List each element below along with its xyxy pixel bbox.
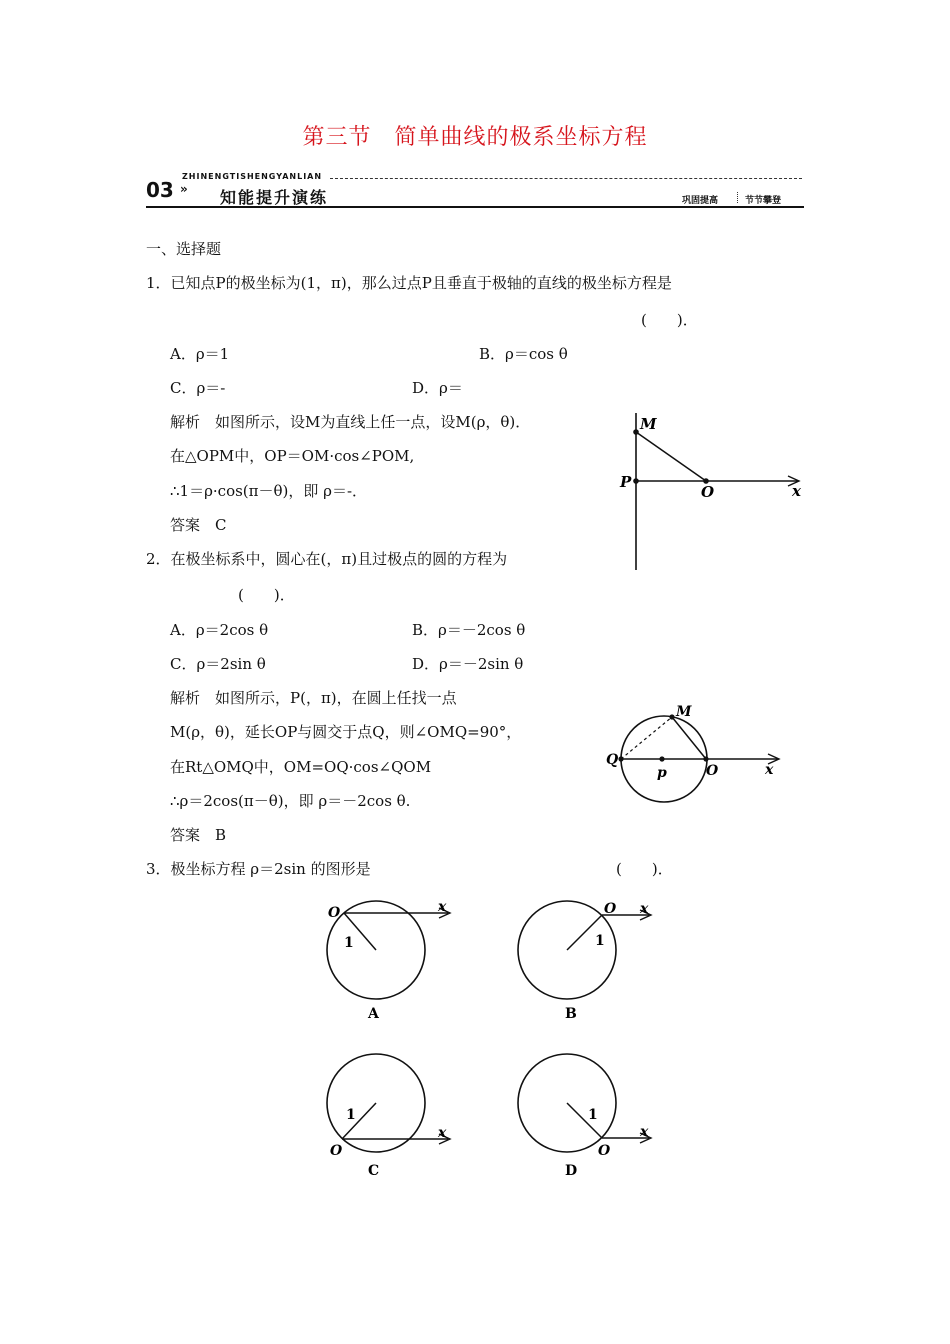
label-m: M bbox=[676, 704, 692, 720]
point-m bbox=[633, 429, 639, 435]
point-p bbox=[659, 756, 664, 761]
label-x: x bbox=[438, 899, 447, 915]
q1-solution-1: 解析 如图所示，设M为直线上任一点，设M(ρ，θ)． bbox=[170, 413, 531, 431]
label-x: x bbox=[438, 1125, 447, 1141]
label-q: Q bbox=[606, 752, 619, 768]
q2-solution-1: 解析 如图所示，P(，π)，在圆上任找一点 bbox=[170, 689, 457, 707]
banner-right-b: 节节攀登 bbox=[745, 196, 782, 206]
banner-rule bbox=[146, 206, 804, 208]
label-o: O bbox=[604, 901, 617, 917]
figure-option-b bbox=[518, 901, 651, 1022]
label-letter: A bbox=[368, 1006, 379, 1022]
label-one: 1 bbox=[588, 1107, 598, 1123]
label-o: O bbox=[328, 905, 341, 921]
q2-solution-4: ∴ρ＝2cos(π－θ)，即 ρ＝－2cos θ. bbox=[170, 792, 411, 810]
q1-figure bbox=[600, 405, 820, 575]
q2-answer: 答案 B bbox=[170, 826, 227, 844]
banner-dashed-rule bbox=[330, 178, 802, 179]
q1-option-b: B．ρ＝cos θ bbox=[479, 345, 568, 363]
label-p: P bbox=[620, 473, 632, 491]
q2-solution-2: M(ρ，θ)，延长OP与圆交于点Q，则∠OMQ=90°， bbox=[170, 723, 522, 741]
label-letter: B bbox=[565, 1006, 577, 1022]
label-p: p bbox=[657, 765, 667, 781]
label-one: 1 bbox=[595, 933, 605, 949]
q2-option-d: D．ρ＝－2sin θ bbox=[412, 655, 524, 673]
banner-number: 03 bbox=[146, 178, 174, 202]
banner-pinyin: ZHINENGTISHENGYANLIAN bbox=[182, 172, 323, 181]
banner-label: 知能提升演练 bbox=[220, 188, 329, 207]
label-one: 1 bbox=[346, 1107, 356, 1123]
label-one: 1 bbox=[344, 935, 354, 951]
q1-paren: ( )． bbox=[641, 311, 698, 329]
q2-solution-3: 在Rt△OMQ中，OM=OQ·cos∠QOM bbox=[170, 758, 432, 776]
q3-stem: 3．极坐标方程 ρ＝2sin 的图形是 bbox=[146, 860, 371, 878]
q2-stem: 2．在极坐标系中，圆心在(，π)且过极点的圆的方程为 bbox=[146, 550, 508, 568]
point-q bbox=[618, 756, 623, 761]
q1-option-d: D．ρ＝ bbox=[412, 379, 463, 397]
q2-paren: ( )． bbox=[238, 586, 295, 604]
label-x: x bbox=[765, 762, 774, 778]
label-m: M bbox=[640, 415, 657, 433]
q2-option-c: C．ρ＝2sin θ bbox=[170, 655, 266, 673]
segment-om bbox=[636, 432, 706, 481]
banner-divider bbox=[737, 192, 738, 203]
figure-option-a bbox=[327, 899, 450, 1022]
q2-option-a: A．ρ＝2cos θ bbox=[170, 621, 269, 639]
q1-option-a: A．ρ＝1 bbox=[170, 345, 230, 363]
q3-paren: ( )． bbox=[616, 860, 673, 878]
section-heading: 一、选择题 bbox=[146, 240, 222, 258]
chevron-icon: » bbox=[180, 182, 188, 196]
label-x: x bbox=[640, 1124, 649, 1140]
label-letter: C bbox=[368, 1163, 380, 1179]
page-title: 第三节 简单曲线的极系坐标方程 bbox=[302, 125, 648, 150]
q1-stem: 1．已知点P的极坐标为(1，π)，那么过点P且垂直于极轴的直线的极坐标方程是 bbox=[146, 274, 672, 292]
q1-solution-3: ∴1＝ρ·cos(π－θ)，即 ρ＝-． bbox=[170, 482, 368, 500]
figure-option-d bbox=[518, 1054, 651, 1179]
q1-answer: 答案 C bbox=[170, 516, 227, 534]
label-x: x bbox=[792, 482, 801, 500]
figure-option-c bbox=[327, 1054, 450, 1179]
label-letter: D bbox=[565, 1163, 578, 1179]
point-o bbox=[703, 756, 708, 761]
q1-solution-2: 在△OPM中，OP＝OM·cos∠POM, bbox=[170, 447, 415, 465]
point-p bbox=[633, 478, 639, 484]
point-m bbox=[669, 714, 674, 719]
label-x: x bbox=[640, 901, 649, 917]
label-o: O bbox=[706, 763, 719, 779]
label-o: O bbox=[701, 483, 715, 501]
banner-right-a: 巩固提高 bbox=[682, 196, 719, 206]
q2-figure bbox=[598, 698, 788, 810]
label-o: O bbox=[598, 1143, 611, 1159]
label-o: O bbox=[330, 1143, 343, 1159]
q1-option-c: C．ρ＝- bbox=[170, 379, 226, 397]
q3-figures bbox=[300, 893, 700, 1193]
segment-qm bbox=[621, 717, 672, 759]
q2-option-b: B．ρ＝－2cos θ bbox=[412, 621, 526, 639]
